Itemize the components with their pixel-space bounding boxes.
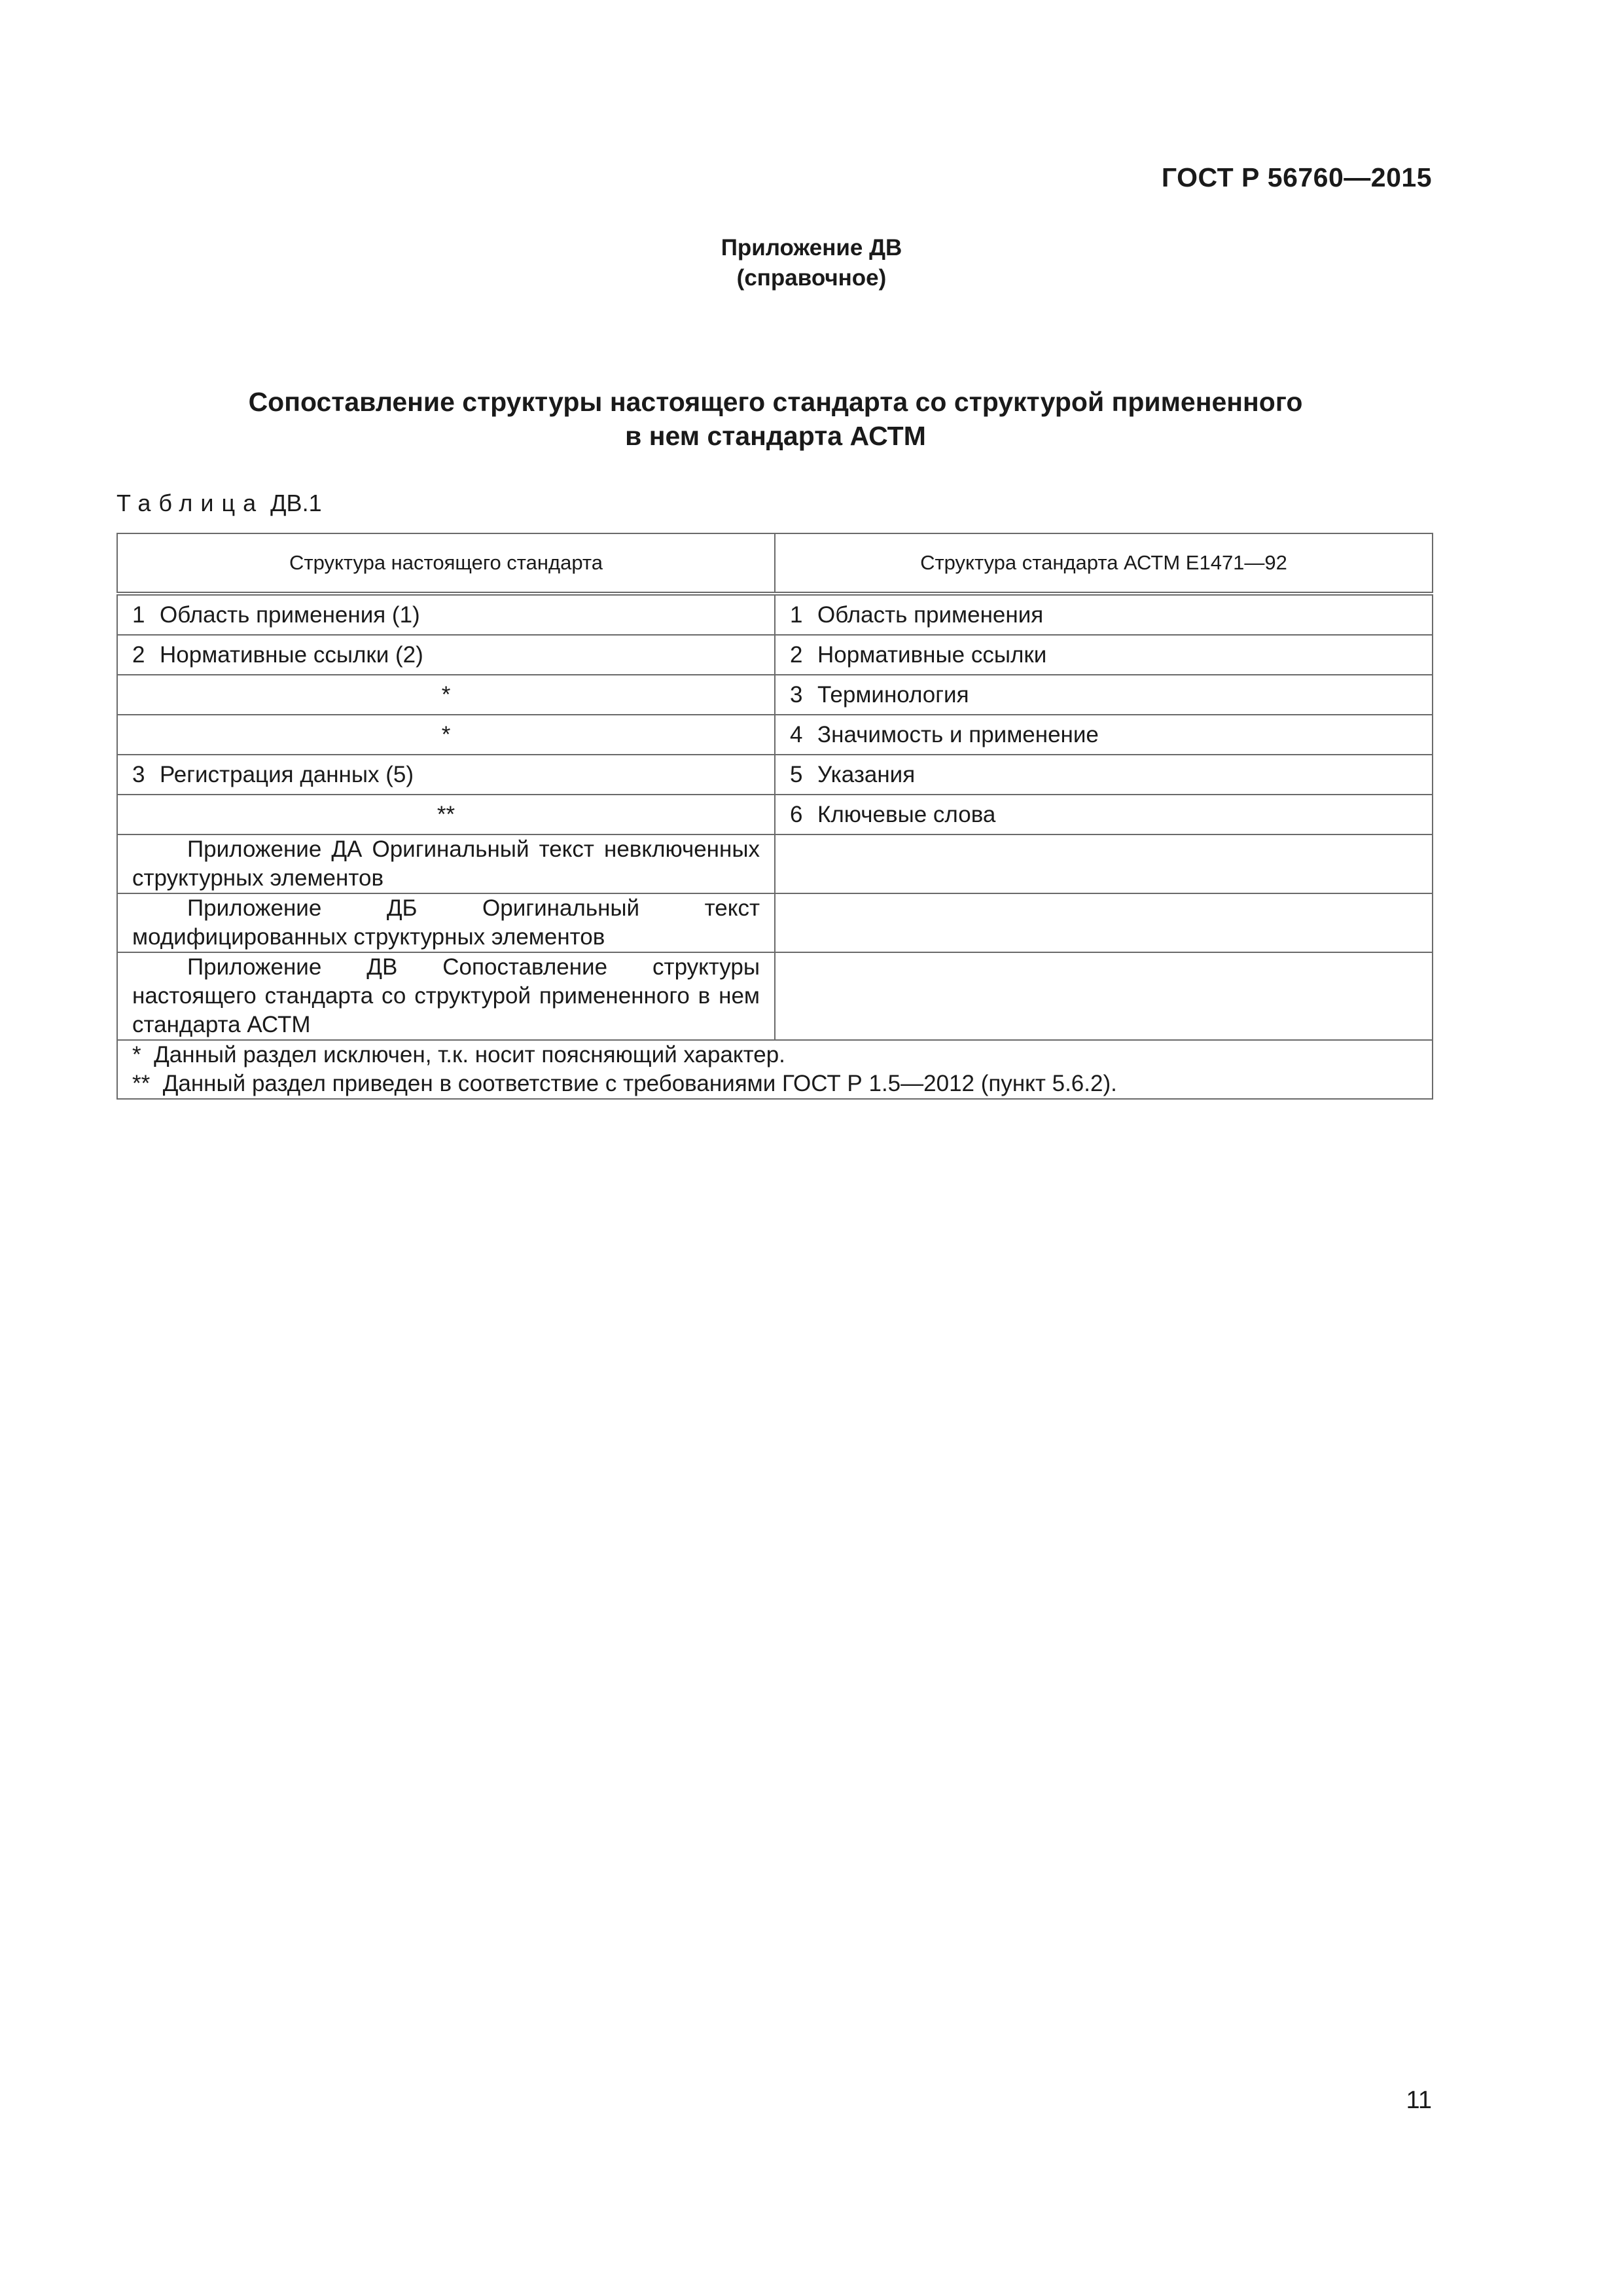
left-item-text: Нормативные ссылки (2) [160, 641, 423, 668]
left-item-number: 2 [132, 641, 145, 668]
table-header-row [117, 533, 1433, 594]
title-line-2: в нем стандарта АСТМ [625, 421, 926, 451]
appendix-dv-cell: Приложение ДВ Сопоставление структуры настоящего стандарта со структурой примененного в нем стандарта АСТМ [117, 952, 775, 1040]
right-cell [775, 795, 1433, 834]
right-cell [775, 715, 1433, 755]
table-caption [116, 490, 322, 517]
right-item-text: Нормативные ссылки [817, 641, 1047, 668]
left-cell [117, 635, 775, 675]
table-row-appendix [117, 952, 1433, 1040]
table-row [117, 795, 1433, 834]
left-cell-modified-marker: ** [117, 795, 775, 834]
right-item-number: 4 [790, 721, 803, 747]
table-row-appendix [117, 834, 1433, 893]
empty-cell [775, 952, 1433, 1040]
appendix-da-cell: Приложение ДА Оригинальный текст невключенных структурных элементов [117, 834, 775, 893]
page-number: 11 [1406, 2087, 1432, 2114]
left-item-text: Область применения (1) [160, 601, 420, 628]
right-item-text: Значимость и применение [817, 721, 1099, 747]
note-single-star: * Данный раздел исключен, т.к. носит поясняющий характер. [132, 1042, 785, 1067]
table-notes-row [117, 1040, 1433, 1099]
right-cell [775, 675, 1433, 715]
document-code: ГОСТ Р 56760—2015 [1161, 162, 1432, 192]
appendix-db-cell: Приложение ДБ Оригинальный текст модифицированных структурных элементов [117, 893, 775, 952]
right-cell [775, 594, 1433, 635]
table-row [117, 675, 1433, 715]
right-item-text: Ключевые слова [817, 801, 996, 827]
right-item-number: 2 [790, 641, 803, 668]
right-item-text: Терминология [817, 681, 969, 708]
page-title [0, 385, 1551, 453]
left-item-number: 1 [132, 601, 145, 628]
right-item-number: 1 [790, 601, 803, 628]
table-row-appendix [117, 893, 1433, 952]
right-item-number: 6 [790, 801, 803, 827]
table-caption-prefix: Таблица [116, 490, 264, 516]
empty-cell [775, 893, 1433, 952]
note-double-star: ** Данный раздел приведен в соответствие с требованиями ГОСТ Р 1.5—2012 (пункт 5.6.2). [132, 1071, 1117, 1096]
left-cell-excluded-marker: * [117, 675, 775, 715]
table-row [117, 594, 1433, 635]
appendix-type: (справочное) [736, 265, 887, 291]
appendix-heading [0, 233, 1623, 293]
header-this-standard: Структура настоящего стандарта [117, 533, 775, 594]
title-line-1: Сопоставление структуры настоящего стандарта со структурой примененного [248, 387, 1303, 417]
appendix-name: Приложение ДВ [721, 235, 902, 260]
table-row [117, 755, 1433, 795]
table-caption-id: ДВ.1 [270, 490, 322, 516]
empty-cell [775, 834, 1433, 893]
right-item-text: Область применения [817, 601, 1044, 628]
table-row [117, 715, 1433, 755]
comparison-table [116, 533, 1433, 1100]
left-cell-excluded-marker: * [117, 715, 775, 755]
left-item-number: 3 [132, 761, 145, 787]
table-notes [117, 1040, 1433, 1099]
left-item-text: Регистрация данных (5) [160, 761, 414, 787]
right-cell [775, 635, 1433, 675]
right-item-number: 5 [790, 761, 803, 787]
header-astm-standard: Структура стандарта АСТМ Е1471—92 [775, 533, 1433, 594]
right-item-number: 3 [790, 681, 803, 708]
left-cell [117, 755, 775, 795]
left-cell [117, 594, 775, 635]
table-row [117, 635, 1433, 675]
right-item-text: Указания [817, 761, 916, 787]
right-cell [775, 755, 1433, 795]
